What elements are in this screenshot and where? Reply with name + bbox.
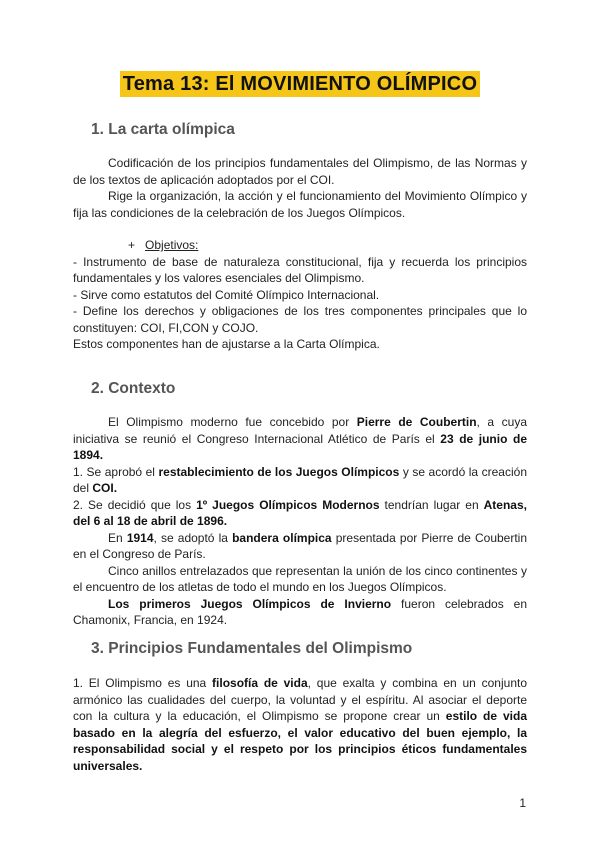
paragraph: Codificación de los principios fundamentales del Olimpismo, de las Normas y de los textos de aplicación adoptados por el COI.: [73, 156, 527, 187]
objectives-text: Objetivos:: [145, 238, 199, 252]
paragraph: Rige la organización, la acción y el funcionamiento del Movimiento Olímpico y fija las condiciones de la celebración de los Juegos Olímpicos.: [73, 189, 527, 220]
section-heading-principios: 3. Principios Fundamentales del Olimpismo: [91, 640, 413, 657]
list-item: - Define los derechos y obligaciones de los tres componentes principales que lo constituyen: COI, FI,CON y COJO.: [73, 304, 527, 335]
paragraph: En 1914, se adoptó la bandera olímpica presentada por Pierre de Coubertin en el Congreso de París.: [73, 530, 528, 561]
paragraph: 2. Se decidió que los 1º Juegos Olímpicos Modernos tendrían lugar en Atenas, del 6 al 18 de abril de 1896.: [73, 497, 527, 528]
paragraph: Cinco anillos entrelazados que representan la unión de los cinco continentes y el encuentro de los atletas de todo el mundo en los Juegos Olímpicos.: [73, 563, 527, 594]
section-body-principios: [73, 675, 527, 774]
section-body-contexto: [73, 414, 527, 629]
list-item: - Sirve como estatutos del Comité Olímpico Internacional.: [73, 287, 380, 302]
section-heading-contexto: 2. Contexto: [91, 380, 176, 397]
bullet-icon: +: [128, 238, 136, 252]
section-body-carta: [73, 155, 527, 353]
section-heading-carta: 1. La carta olímpica: [91, 121, 235, 138]
paragraph: 1. Se aprobó el restablecimiento de los Juegos Olímpicos y se acordó la creación del COI.: [73, 464, 527, 495]
list-item: Estos componentes han de ajustarse a la Carta Olímpica.: [73, 337, 380, 351]
paragraph: 1. El Olimpismo es una filosofía de vida, que exalta y combina en un conjunto armónico las cualidades del cuerpo, la voluntad y el espíritu. Al asociar el deporte con la cultura y la educación, el Olimpismo se propone crear un estilo de vida basado en la alegría del esfuerzo, el valor educativo del buen ejemplo, la responsabilidad social y el respeto por los principios éticos fundamentales universales.: [73, 676, 528, 773]
page-title: [0, 73, 600, 96]
objectives-label: [73, 237, 527, 254]
page-number: 1: [519, 796, 526, 810]
paragraph: Los primeros Juegos Olímpicos de Invierno fueron celebrados en Chamonix, Francia, en 1924.: [73, 596, 527, 627]
list-item: - Instrumento de base de naturaleza constitucional, fija y recuerda los principios fundamentales y los valores esenciales del Olimpismo.: [73, 254, 527, 285]
paragraph: El Olimpismo moderno fue concebido por Pierre de Coubertin, a cuya iniciativa se reunió el Congreso Internacional Atlético de París el 23 de junio de 1894.: [73, 415, 528, 462]
page-title-text: Tema 13: El MOVIMIENTO OLÍMPICO: [120, 71, 480, 97]
